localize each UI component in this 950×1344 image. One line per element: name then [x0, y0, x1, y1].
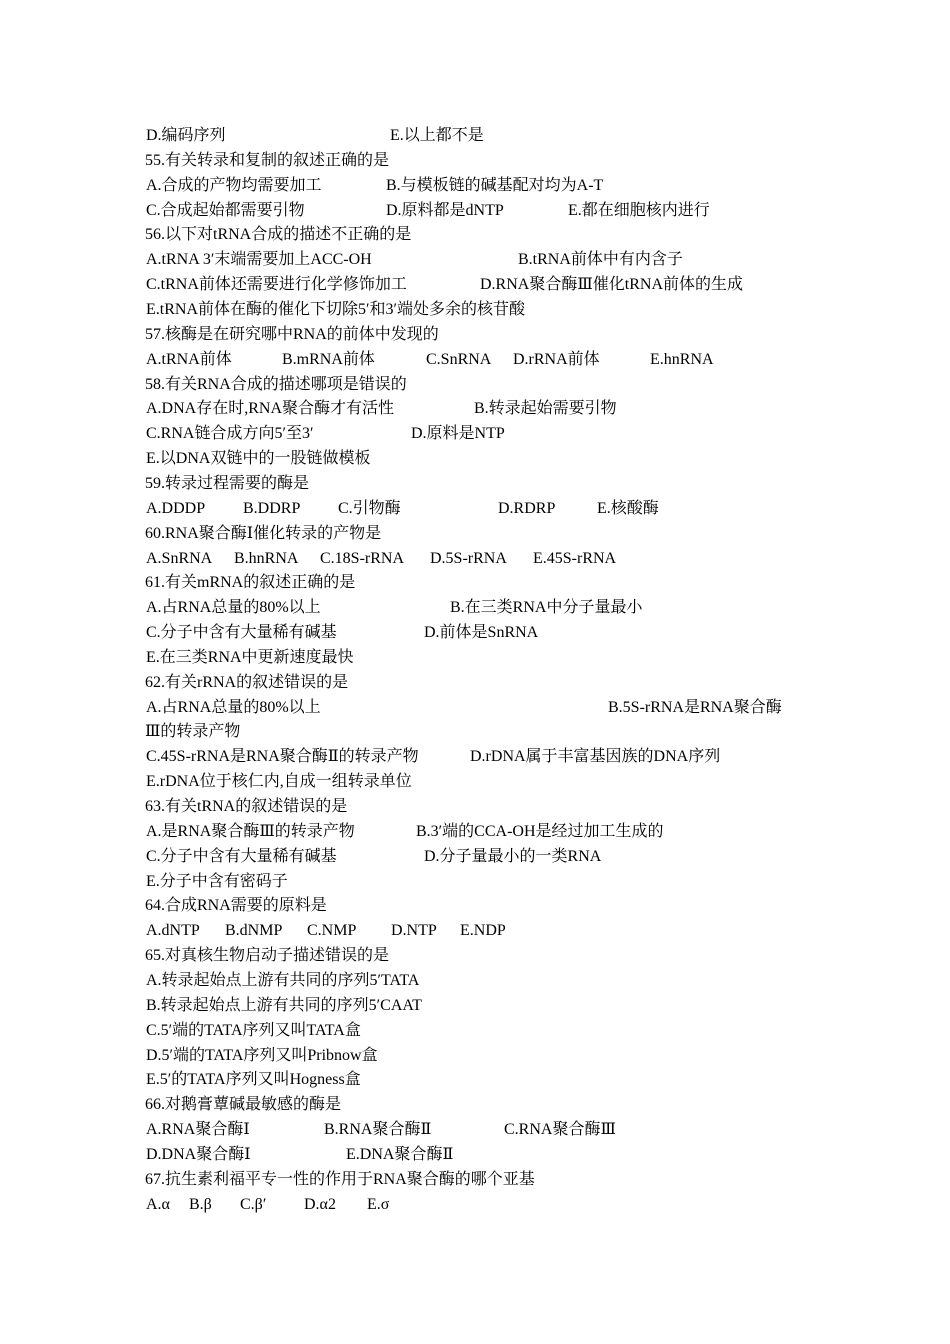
question-text: 60.RNA聚合酶Ⅰ催化转录的产物是: [145, 524, 382, 542]
answer-option: D.编码序列: [146, 127, 226, 144]
answer-option: C.合成起始都需要引物: [146, 201, 305, 219]
answer-option: E.在三类RNA中更新速度最快: [146, 648, 354, 666]
question-text: 58.有关RNA合成的描述哪项是错误的: [145, 375, 407, 393]
question-text: Ⅲ的转录产物: [145, 723, 241, 741]
answer-option: E.以DNA双链中的一股链做模板: [146, 450, 371, 468]
answer-option: C.45S-rRNA是RNA聚合酶Ⅱ的转录产物: [146, 748, 419, 766]
answer-option: A.SnRNA: [146, 549, 213, 567]
answer-option: D.NTP: [391, 922, 437, 940]
answer-option: A.RNA聚合酶Ⅰ: [146, 1121, 250, 1138]
answer-option: B.转录起始点上游有共同的序列5′CAAT: [146, 996, 422, 1014]
answer-option: E.核酸酶: [597, 499, 659, 517]
answer-option: B.tRNA前体中有内含子: [518, 251, 683, 269]
answer-option: C.分子中含有大量稀有碱基: [146, 847, 337, 865]
answer-option: A.DDDP: [146, 499, 206, 517]
answer-option: C.18S-rRNA: [320, 549, 405, 567]
answer-option: D.原料都是dNTP: [386, 201, 504, 219]
answer-option: B.DDRP: [243, 499, 301, 517]
answer-option: D.前体是SnRNA: [424, 624, 539, 641]
answer-option: C.β′: [240, 1195, 267, 1213]
answer-option: E.rDNA位于核仁内,自成一组转录单位: [146, 773, 412, 791]
answer-option: E.都在细胞核内进行: [568, 201, 710, 219]
question-text: 57.核酶是在研究哪中RNA的前体中发现的: [145, 325, 439, 343]
answer-option: D.RDRP: [498, 499, 556, 517]
answer-option: D.分子量最小的一类RNA: [424, 847, 602, 865]
answer-option: B.在三类RNA中分子量最小: [450, 599, 643, 617]
answer-option: A.占RNA总量的80%以上: [146, 599, 321, 617]
answer-option: E.5′的TATA序列又叫Hogness盒: [146, 1071, 361, 1089]
answer-option: C.SnRNA: [426, 350, 492, 368]
answer-option: A.tRNA前体: [146, 350, 232, 368]
question-text: 62.有关rRNA的叙述错误的是: [145, 673, 349, 691]
answer-option: A.DNA存在时,RNA聚合酶才有活性: [146, 400, 395, 418]
answer-option: B.RNA聚合酶Ⅱ: [324, 1121, 432, 1138]
answer-option: B.5S-rRNA是RNA聚合酶: [608, 698, 782, 716]
answer-option: A.占RNA总量的80%以上: [146, 698, 321, 716]
answer-option: C.5′端的TATA序列又叫TATA盒: [146, 1021, 361, 1039]
answer-option: D.原料是NTP: [411, 425, 505, 443]
answer-option: E.45S-rRNA: [533, 549, 617, 567]
answer-option: C.RNA聚合酶Ⅲ: [504, 1121, 616, 1138]
answer-option: A.转录起始点上游有共同的序列5′TATA: [146, 971, 420, 989]
answer-option: B.与模板链的碱基配对均为A-T: [386, 176, 604, 194]
answer-option: C.NMP: [307, 922, 357, 940]
answer-option: D.5S-rRNA: [430, 549, 507, 567]
answer-option: E.hnRNA: [650, 350, 714, 368]
answer-option: A.tRNA 3′末端需要加上ACC-OH: [146, 251, 372, 269]
answer-option: E.DNA聚合酶Ⅱ: [346, 1145, 454, 1163]
answer-option: A.dNTP: [146, 922, 200, 940]
answer-option: D.rDNA属于丰富基因族的DNA序列: [470, 748, 721, 766]
answer-option: B.mRNA前体: [282, 350, 375, 368]
answer-option: A.合成的产物均需要加工: [146, 176, 322, 194]
answer-option: C.tRNA前体还需要进行化学修饰加工: [146, 276, 407, 294]
question-text: 56.以下对tRNA合成的描述不正确的是: [145, 226, 412, 244]
answer-option: D.DNA聚合酶Ⅰ: [146, 1145, 251, 1163]
question-text: 67.抗生素利福平专一性的作用于RNA聚合酶的哪个亚基: [145, 1170, 535, 1188]
answer-option: E.分子中含有密码子: [146, 872, 288, 890]
answer-option: B.3′端的CCA-OH是经过加工生成的: [416, 822, 664, 840]
question-text: 65.对真核生物启动子描述错误的是: [145, 947, 390, 965]
answer-option: A.是RNA聚合酶Ⅲ的转录产物: [146, 822, 355, 840]
answer-option: C.RNA链合成方向5′至3′: [146, 425, 314, 443]
answer-option: B.β: [189, 1195, 212, 1213]
answer-option: D.rRNA前体: [513, 350, 600, 368]
answer-option: E.σ: [367, 1195, 390, 1213]
answer-option: E.以上都不是: [390, 127, 484, 144]
answer-option: E.tRNA前体在酶的催化下切除5′和3′端处多余的核苷酸: [146, 301, 526, 318]
answer-option: C.分子中含有大量稀有碱基: [146, 624, 337, 641]
answer-option: E.NDP: [460, 922, 506, 940]
answer-option: B.转录起始需要引物: [474, 400, 617, 418]
answer-option: D.RNA聚合酶Ⅲ催化tRNA前体的生成: [480, 276, 743, 294]
answer-option: D.α2: [304, 1195, 336, 1213]
question-text: 63.有关tRNA的叙述错误的是: [145, 798, 348, 815]
question-text: 61.有关mRNA的叙述正确的是: [145, 574, 356, 592]
question-text: 66.对鹅膏蕈碱最敏感的酶是: [145, 1096, 342, 1114]
answer-option: D.5′端的TATA序列又叫Pribnow盒: [146, 1046, 378, 1064]
answer-option: C.引物酶: [338, 499, 401, 517]
question-text: 64.合成RNA需要的原料是: [145, 897, 327, 915]
answer-option: B.hnRNA: [234, 549, 299, 567]
question-text: 59.转录过程需要的酶是: [145, 474, 310, 492]
answer-option: B.dNMP: [225, 922, 283, 940]
answer-option: A.α: [146, 1195, 170, 1213]
question-text: 55.有关转录和复制的叙述正确的是: [145, 151, 390, 169]
